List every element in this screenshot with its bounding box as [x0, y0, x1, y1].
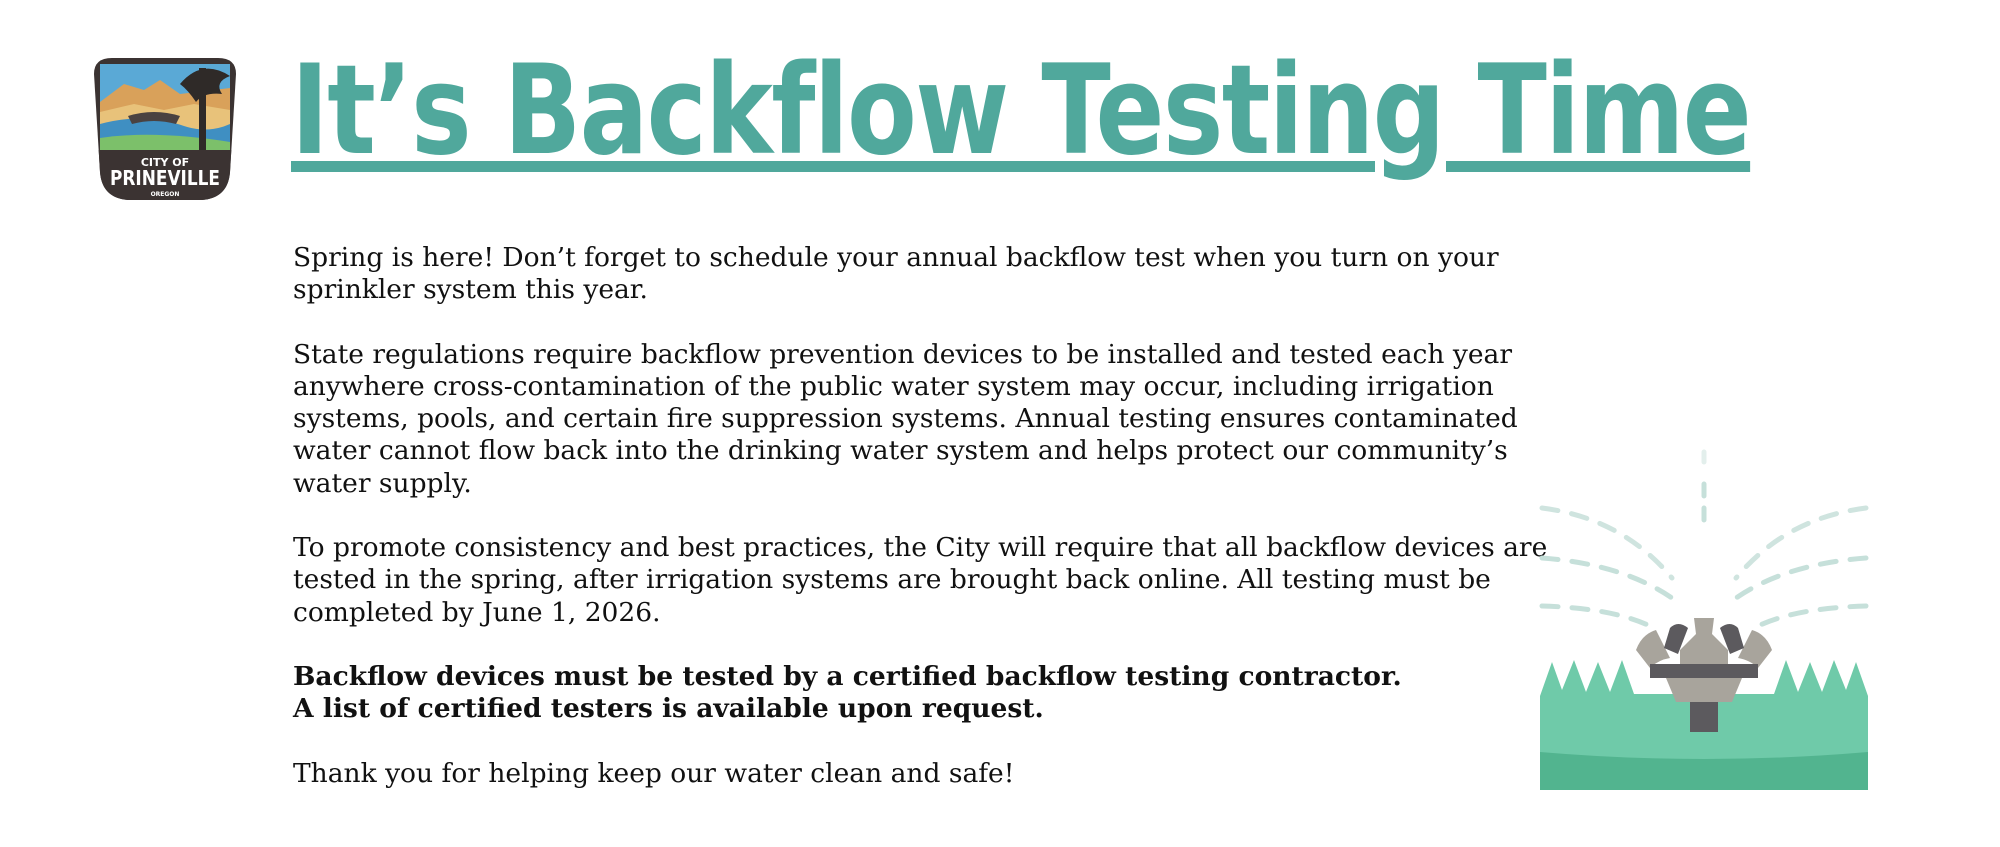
lawn-sprinkler-icon	[1532, 448, 1876, 790]
certified-tester-notice	[293, 661, 1583, 726]
closing-line: Thank you for helping keep our water clean and safe!	[293, 757, 1015, 789]
paragraph-regulations: State regulations require backflow prevention devices to be installed and tested each year anywhere cross-contamination of the public water system may occur, including irrigation systems, pools, and certain fire suppression systems. Annual testing ensures contaminated water cannot flow back into the drinking water system and helps protect our community’s water supply.	[293, 338, 1518, 499]
city-seal-icon	[84, 54, 246, 204]
notice-body	[293, 242, 1583, 822]
tester-list-line: A list of certified testers is available upon request.	[293, 693, 1044, 725]
page-title: It’s Backflow Testing Time	[291, 39, 1751, 183]
seal-line-3: OREGON	[150, 191, 180, 198]
seal-line-2: PRINEVILLE	[110, 166, 220, 190]
paragraph-deadline: To promote consistency and best practices, the City will require that all backflow devices are tested in the spring, after irrigation systems are brought back online. All testing must be completed by June 1, 2026.	[293, 532, 1548, 628]
certified-tester-line: Backflow devices must be tested by a certified backflow testing contractor.	[293, 660, 1402, 692]
paragraph-spring: Spring is here! Don’t forget to schedule your annual backflow test when you turn on your sprinkler system this year.	[293, 242, 1499, 306]
seal-line-1: CITY OF	[140, 156, 190, 169]
